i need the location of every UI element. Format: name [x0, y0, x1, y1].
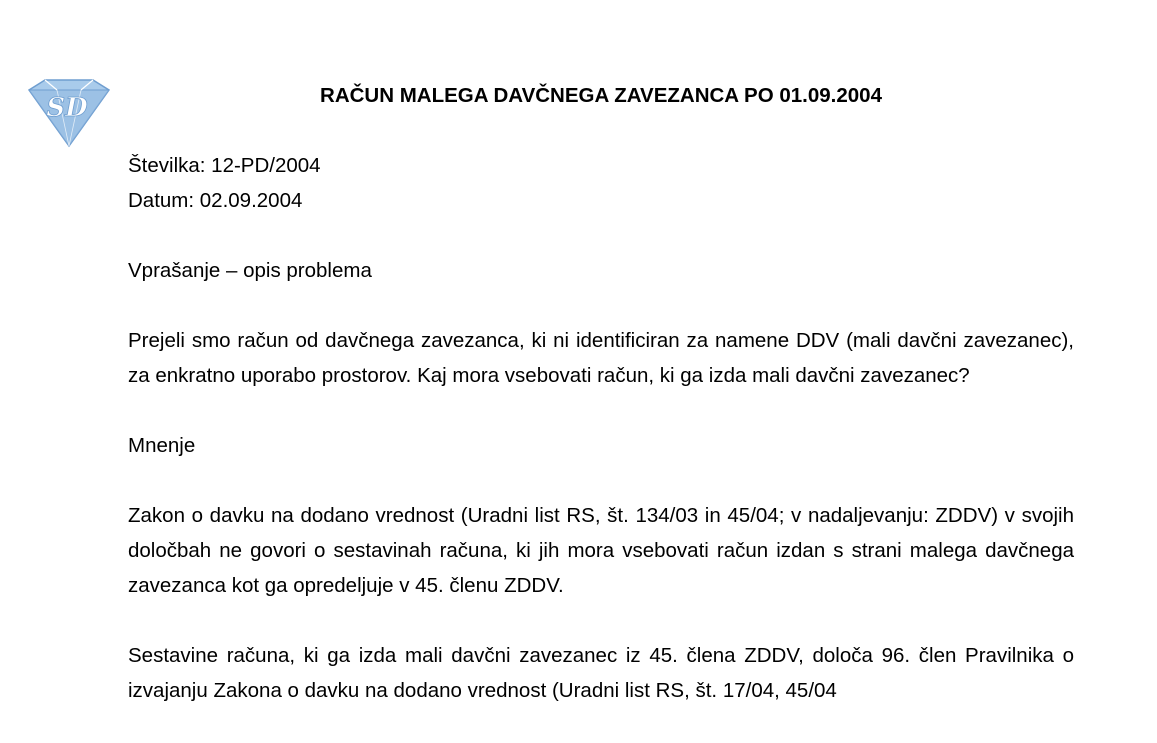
document-date: Datum: 02.09.2004 — [128, 189, 303, 212]
document-number: Številka: 12-PD/2004 — [128, 154, 321, 177]
document-body — [128, 148, 1074, 743]
opinion-paragraph-2: Sestavine računa, ki ga izda mali davčni zavezanec iz 45. člena ZDDV, določa 96. člen Pravilnika o izvajanju Zakona o davku na dodano vrednost (Uradni list RS, št. 17/04, 45/04 — [128, 644, 1074, 702]
logo-text: SD — [46, 93, 88, 123]
opinion-heading: Mnenje — [128, 434, 196, 457]
question-text: Prejeli smo račun od davčnega zavezanca, ki ni identificiran za namene DDV (mali davčni zavezanec), za enkratno uporabo prostorov. Kaj mora vsebovati račun, ki ga izda mali davčni zavezanec? — [128, 329, 1074, 387]
opinion-paragraph-1: Zakon o davku na dodano vrednost (Uradni list RS, št. 134/03 in 45/04; v nadaljevanju: ZDDV) v svojih določbah ne govori o sestavinah računa, ki jih mora vsebovati račun izdan s strani malega davčnega zavezanca kot ga opredeljuje v 45. členu ZDDV. — [128, 504, 1074, 597]
document-title: RAČUN MALEGA DAVČNEGA ZAVEZANCA PO 01.09.2004 — [320, 84, 882, 107]
question-heading: Vprašanje – opis problema — [128, 259, 372, 282]
meta-block — [128, 148, 1074, 218]
